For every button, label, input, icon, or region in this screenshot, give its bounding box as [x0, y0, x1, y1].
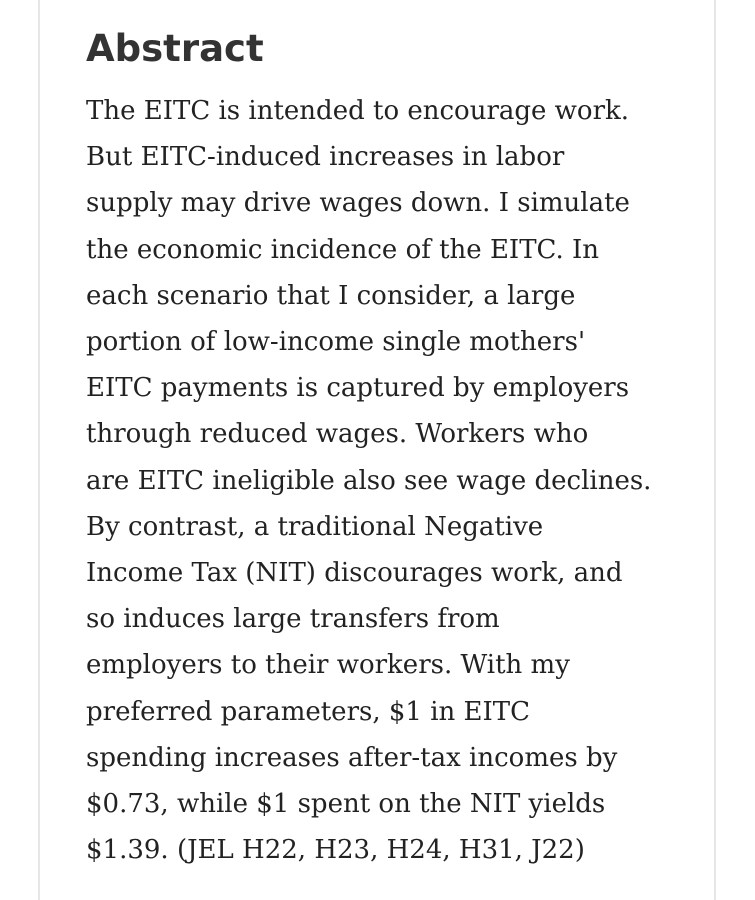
abstract-line: Income Tax (NIT) discourages work, and [86, 558, 623, 589]
abstract-line: employers to their workers. With my [86, 650, 570, 681]
abstract-line: preferred parameters, $1 in EITC [86, 696, 531, 727]
abstract-line: The EITC is intended to encourage work. [86, 96, 630, 126]
abstract-heading: Abstract [86, 27, 264, 70]
abstract-line: By contrast, a traditional Negative [86, 511, 544, 542]
abstract-line: supply may drive wages down. I simulate [86, 188, 630, 219]
abstract-line: are EITC ineligible also see wage declines. [86, 465, 652, 496]
left-border-line [38, 0, 40, 900]
abstract-text [86, 88, 706, 873]
abstract-line: so induces large transfers from [86, 604, 500, 635]
abstract-line: $0.73, while $1 spent on the NIT yields [86, 789, 606, 820]
abstract-line: EITC payments is captured by employers [86, 373, 630, 404]
abstract-line: the economic incidence of the EITC. In [86, 234, 600, 265]
abstract-line: But EITC-induced increases in labor [86, 142, 565, 173]
abstract-line: through reduced wages. Workers who [86, 419, 589, 450]
abstract-line: each scenario that I consider, a large [86, 280, 576, 311]
right-border-line [714, 0, 716, 900]
abstract-line: portion of low-income single mothers' [86, 327, 586, 358]
abstract-line: spending increases after-tax incomes by [86, 742, 618, 773]
abstract-line: $1.39. (JEL H22, H23, H24, H31, J22) [86, 835, 585, 866]
